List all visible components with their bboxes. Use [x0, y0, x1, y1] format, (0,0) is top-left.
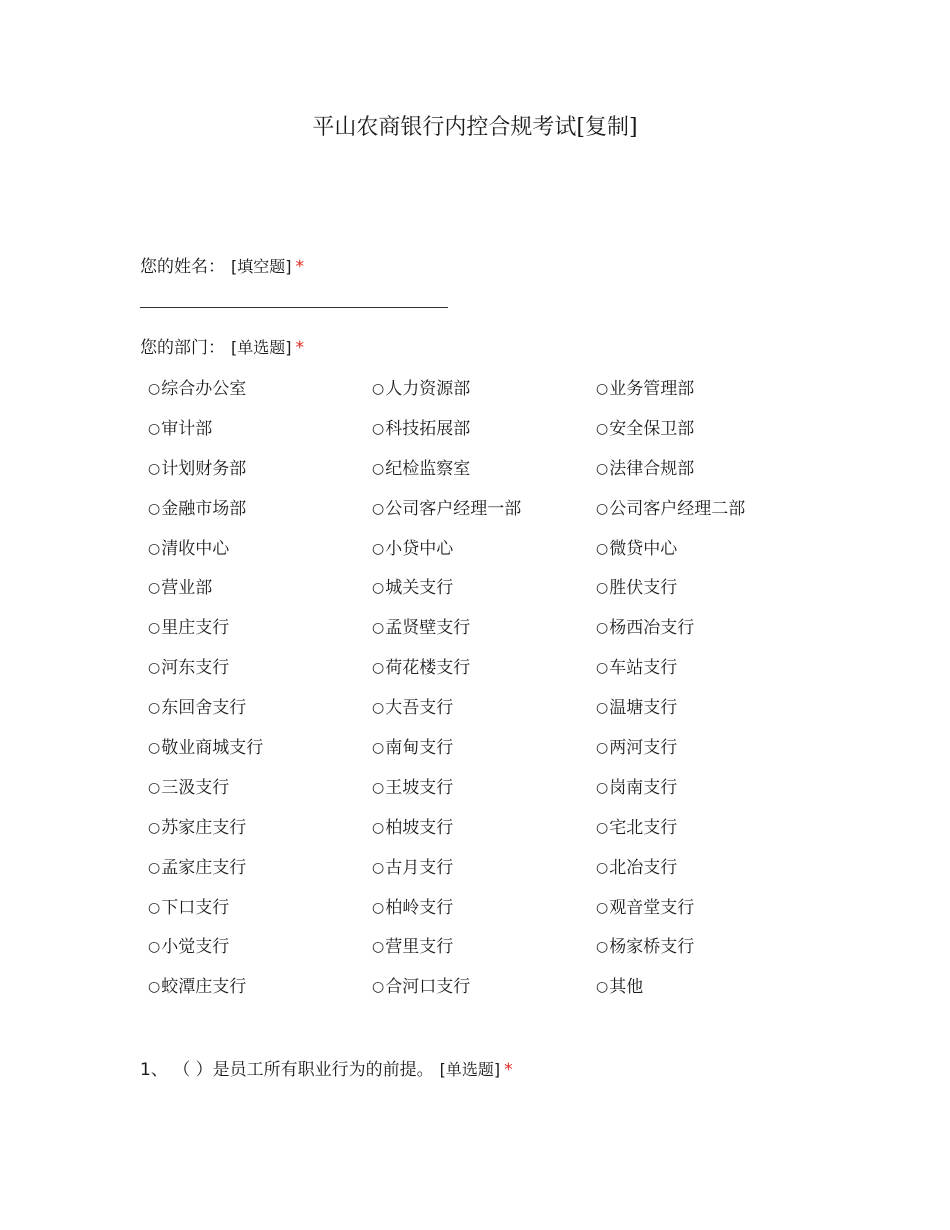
department-option-label: 微贷中心: [609, 538, 678, 559]
department-option[interactable]: [596, 737, 848, 777]
department-option[interactable]: [596, 458, 848, 498]
name-input-field[interactable]: [140, 307, 448, 308]
radio-circle-icon[interactable]: ○: [372, 460, 385, 477]
radio-circle-icon[interactable]: ○: [596, 580, 609, 597]
department-option[interactable]: [148, 538, 372, 578]
question-1-label: 1、 （ ）是员工所有职业行为的前提。: [140, 1060, 434, 1080]
radio-circle-icon[interactable]: ○: [148, 540, 161, 557]
question-type-badge: [单选题]: [231, 338, 292, 357]
department-option-label: 科技拓展部: [385, 418, 471, 439]
department-option[interactable]: [148, 897, 372, 937]
department-option[interactable]: [596, 897, 848, 937]
department-option[interactable]: [596, 697, 848, 737]
question-type-badge: [单选题]: [439, 1060, 501, 1079]
department-option[interactable]: [596, 976, 848, 1016]
department-option-label: 三汲支行: [161, 777, 230, 798]
department-option-label: 下口支行: [161, 897, 230, 918]
department-option[interactable]: [148, 936, 372, 976]
department-option[interactable]: [596, 936, 848, 976]
department-option-label: 岗南支行: [609, 777, 678, 798]
department-option-label: 杨家桥支行: [609, 937, 695, 958]
radio-circle-icon[interactable]: ○: [148, 460, 161, 477]
radio-circle-icon[interactable]: ○: [372, 420, 385, 437]
department-option[interactable]: [596, 378, 848, 418]
department-option-label: 蛟潭庄支行: [161, 977, 247, 998]
department-option-label: 里庄支行: [161, 618, 230, 639]
radio-circle-icon[interactable]: ○: [148, 939, 161, 956]
department-option-label: 清收中心: [161, 538, 230, 559]
department-option-label: 宅北支行: [609, 817, 678, 838]
department-option-label: 大吾支行: [385, 698, 454, 719]
department-option[interactable]: [372, 418, 596, 458]
radio-circle-icon[interactable]: ○: [372, 580, 385, 597]
radio-circle-icon[interactable]: ○: [372, 620, 385, 637]
radio-circle-icon[interactable]: ○: [148, 381, 161, 397]
department-option-label: 杨西冶支行: [609, 618, 695, 639]
radio-circle-icon[interactable]: ○: [148, 899, 161, 916]
department-option[interactable]: [372, 857, 596, 897]
department-option[interactable]: [596, 777, 848, 817]
question-department-label: 您的部门：: [140, 338, 225, 358]
department-option[interactable]: [148, 577, 372, 617]
radio-circle-icon[interactable]: ○: [596, 660, 609, 677]
radio-circle-icon[interactable]: ○: [596, 859, 609, 876]
department-option-label: 古月支行: [385, 857, 454, 878]
department-option[interactable]: [148, 657, 372, 697]
radio-circle-icon[interactable]: ○: [372, 660, 385, 677]
department-option-label: 柏坡支行: [385, 817, 454, 838]
required-mark: *: [504, 1060, 513, 1080]
department-option[interactable]: [148, 817, 372, 857]
department-option[interactable]: [148, 697, 372, 737]
department-option[interactable]: [596, 498, 848, 538]
department-option-label: 安全保卫部: [609, 418, 695, 439]
department-option-label: 观音堂支行: [609, 897, 695, 918]
department-option[interactable]: [372, 817, 596, 857]
radio-circle-icon[interactable]: ○: [596, 819, 609, 836]
department-options: [148, 378, 848, 1016]
department-option-label: 河东支行: [161, 658, 230, 679]
department-option-label: 营业部: [161, 578, 213, 599]
department-option[interactable]: [148, 976, 372, 1016]
department-option[interactable]: [148, 378, 372, 418]
department-option-label: 北冶支行: [609, 857, 678, 878]
department-option-label: 柏岭支行: [385, 897, 454, 918]
department-option-label: 法律合规部: [609, 458, 695, 479]
department-option-label: 两河支行: [609, 738, 678, 759]
department-option[interactable]: [596, 657, 848, 697]
department-option[interactable]: [148, 458, 372, 498]
radio-circle-icon[interactable]: ○: [372, 540, 385, 557]
department-option-label: 纪检监察室: [385, 458, 471, 479]
question-1: [140, 1055, 513, 1080]
radio-circle-icon[interactable]: ○: [596, 899, 609, 916]
department-option[interactable]: [372, 577, 596, 617]
department-option[interactable]: [372, 697, 596, 737]
department-option-label: 敬业商城支行: [161, 738, 264, 759]
department-option-label: 合河口支行: [385, 977, 471, 998]
department-option[interactable]: [148, 777, 372, 817]
department-option-label: 营里支行: [385, 937, 454, 958]
department-option[interactable]: [148, 737, 372, 777]
department-option[interactable]: [596, 817, 848, 857]
radio-circle-icon[interactable]: ○: [596, 500, 609, 517]
department-option[interactable]: [372, 777, 596, 817]
radio-circle-icon[interactable]: ○: [148, 500, 161, 517]
department-option[interactable]: [372, 936, 596, 976]
department-option[interactable]: [372, 897, 596, 937]
radio-circle-icon[interactable]: ○: [148, 660, 161, 677]
radio-circle-icon[interactable]: ○: [596, 420, 609, 437]
question-name-label: 您的姓名：: [140, 257, 225, 277]
question-department: [140, 333, 304, 358]
department-option[interactable]: [148, 857, 372, 897]
radio-circle-icon[interactable]: ○: [596, 979, 609, 996]
department-option-label: 小觉支行: [161, 937, 230, 958]
radio-circle-icon[interactable]: ○: [372, 381, 385, 397]
department-option-label: 计划财务部: [161, 458, 247, 479]
department-option-label: 城关支行: [385, 578, 454, 599]
department-option-label: 公司客户经理二部: [609, 498, 746, 519]
department-option[interactable]: [372, 378, 596, 418]
radio-circle-icon[interactable]: ○: [372, 740, 385, 757]
department-option[interactable]: [372, 498, 596, 538]
radio-circle-icon[interactable]: ○: [596, 740, 609, 757]
department-option[interactable]: [372, 538, 596, 578]
department-option[interactable]: [148, 418, 372, 458]
radio-circle-icon[interactable]: ○: [372, 500, 385, 517]
department-option[interactable]: [596, 857, 848, 897]
department-option[interactable]: [372, 976, 596, 1016]
radio-circle-icon[interactable]: ○: [372, 939, 385, 956]
radio-circle-icon[interactable]: ○: [148, 859, 161, 876]
department-option[interactable]: [372, 737, 596, 777]
department-option-label: 业务管理部: [609, 379, 695, 399]
radio-circle-icon[interactable]: ○: [372, 859, 385, 876]
department-option-label: 其他: [609, 977, 644, 998]
department-option[interactable]: [372, 617, 596, 657]
radio-circle-icon[interactable]: ○: [148, 620, 161, 637]
department-option[interactable]: [148, 498, 372, 538]
department-option-label: 苏家庄支行: [161, 817, 247, 838]
department-option-label: 综合办公室: [161, 379, 247, 399]
radio-circle-icon[interactable]: ○: [372, 979, 385, 996]
radio-circle-icon[interactable]: ○: [596, 381, 609, 397]
radio-circle-icon[interactable]: ○: [148, 420, 161, 437]
radio-circle-icon[interactable]: ○: [148, 700, 161, 717]
department-option-label: 审计部: [161, 418, 213, 439]
department-option-label: 人力资源部: [385, 379, 471, 399]
department-option-label: 南甸支行: [385, 738, 454, 759]
radio-circle-icon[interactable]: ○: [596, 620, 609, 637]
question-name: [140, 252, 304, 277]
radio-circle-icon[interactable]: ○: [372, 779, 385, 796]
department-option-label: 孟家庄支行: [161, 857, 247, 878]
department-option[interactable]: [148, 617, 372, 657]
department-option-label: 王坡支行: [385, 777, 454, 798]
department-option-label: 小贷中心: [385, 538, 454, 559]
department-option[interactable]: [596, 418, 848, 458]
radio-circle-icon[interactable]: ○: [148, 740, 161, 757]
radio-circle-icon[interactable]: ○: [596, 700, 609, 717]
radio-circle-icon[interactable]: ○: [372, 899, 385, 916]
radio-circle-icon[interactable]: ○: [148, 979, 161, 996]
radio-circle-icon[interactable]: ○: [372, 700, 385, 717]
department-option-label: 温塘支行: [609, 698, 678, 719]
radio-circle-icon[interactable]: ○: [148, 779, 161, 796]
department-option-label: 东回舍支行: [161, 698, 247, 719]
department-option[interactable]: [596, 538, 848, 578]
radio-circle-icon[interactable]: ○: [596, 939, 609, 956]
question-type-badge: [填空题]: [231, 257, 292, 276]
department-option[interactable]: [596, 577, 848, 617]
survey-title: 平山农商银行内控合规考试[复制]: [312, 115, 638, 140]
required-mark: *: [295, 257, 304, 277]
radio-circle-icon[interactable]: ○: [596, 540, 609, 557]
department-option-label: 胜伏支行: [609, 578, 678, 599]
department-option-label: 公司客户经理一部: [385, 498, 522, 519]
radio-circle-icon[interactable]: ○: [596, 460, 609, 477]
department-option[interactable]: [596, 617, 848, 657]
department-option-label: 荷花楼支行: [385, 658, 471, 679]
radio-circle-icon[interactable]: ○: [596, 779, 609, 796]
department-option[interactable]: [372, 458, 596, 498]
radio-circle-icon[interactable]: ○: [148, 580, 161, 597]
radio-circle-icon[interactable]: ○: [148, 819, 161, 836]
radio-circle-icon[interactable]: ○: [372, 819, 385, 836]
department-option-label: 车站支行: [609, 658, 678, 679]
required-mark: *: [295, 338, 304, 358]
department-option-label: 孟贤壁支行: [385, 618, 471, 639]
department-option[interactable]: [372, 657, 596, 697]
department-option-label: 金融市场部: [161, 498, 247, 519]
